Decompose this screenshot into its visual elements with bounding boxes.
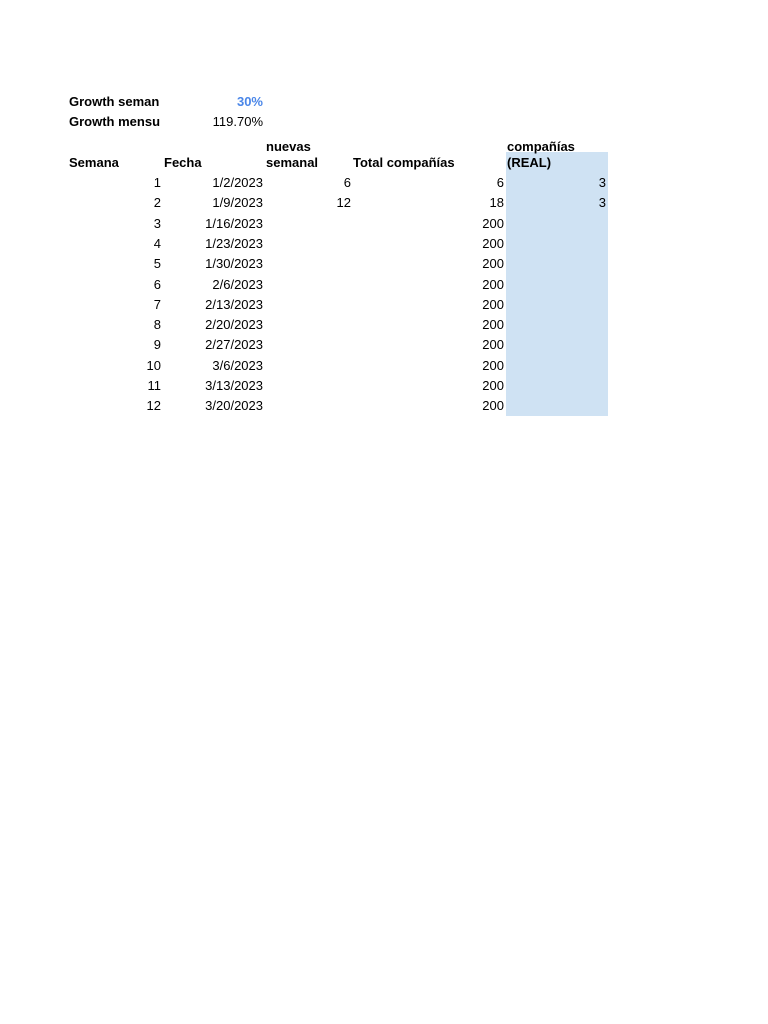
cell-semana[interactable]: 7 bbox=[153, 297, 161, 312]
cell-semana[interactable]: 11 bbox=[147, 378, 161, 393]
cell-total-companias[interactable]: 200 bbox=[482, 317, 504, 332]
cell-fecha[interactable]: 1/16/2023 bbox=[205, 216, 263, 231]
cell-companias-real[interactable] bbox=[507, 275, 606, 295]
cell-total-companias[interactable]: 200 bbox=[482, 398, 504, 413]
cell-nuevas-semanal[interactable] bbox=[266, 254, 351, 274]
cell-nuevas-semanal[interactable] bbox=[266, 376, 351, 396]
cell-total-companias[interactable]: 200 bbox=[482, 256, 504, 271]
cell-companias-real[interactable] bbox=[507, 396, 606, 416]
cell-total-companias[interactable]: 200 bbox=[482, 378, 504, 393]
cell-semana[interactable]: 9 bbox=[153, 337, 161, 352]
cell-fecha[interactable]: 3/20/2023 bbox=[205, 398, 263, 413]
cell-semana[interactable]: 5 bbox=[153, 256, 161, 271]
cell-nuevas-semanal[interactable]: 6 bbox=[343, 175, 351, 190]
growth-monthly-label[interactable]: Growth mensu bbox=[69, 114, 161, 129]
cell-fecha[interactable]: 3/13/2023 bbox=[205, 378, 263, 393]
header-fecha[interactable]: Fecha bbox=[164, 155, 202, 170]
cell-companias-real[interactable]: 3 bbox=[598, 195, 606, 210]
cell-fecha[interactable]: 1/23/2023 bbox=[205, 236, 263, 251]
cell-companias-real[interactable] bbox=[507, 234, 606, 254]
cell-semana[interactable]: 3 bbox=[153, 216, 161, 231]
cell-nuevas-semanal[interactable] bbox=[266, 396, 351, 416]
cell-nuevas-semanal[interactable] bbox=[266, 295, 351, 315]
header-real-line2[interactable]: (REAL) bbox=[507, 155, 552, 170]
cell-semana[interactable]: 6 bbox=[153, 277, 161, 292]
cell-companias-real[interactable]: 3 bbox=[598, 175, 606, 190]
cell-nuevas-semanal[interactable] bbox=[266, 234, 351, 254]
growth-monthly-value[interactable]: 119.70% bbox=[212, 114, 263, 129]
cell-companias-real[interactable] bbox=[507, 295, 606, 315]
cell-fecha[interactable]: 3/6/2023 bbox=[212, 358, 263, 373]
cell-total-companias[interactable]: 200 bbox=[482, 358, 504, 373]
cell-total-companias[interactable]: 200 bbox=[482, 297, 504, 312]
cell-companias-real[interactable] bbox=[507, 356, 606, 376]
cell-fecha[interactable]: 1/30/2023 bbox=[205, 256, 263, 271]
header-nuevas-line2[interactable]: semanal bbox=[266, 155, 319, 170]
cell-semana[interactable]: 12 bbox=[146, 398, 161, 413]
cell-fecha[interactable]: 2/13/2023 bbox=[205, 297, 263, 312]
header-total-companias[interactable]: Total compañías bbox=[353, 155, 455, 170]
cell-total-companias[interactable]: 200 bbox=[482, 236, 504, 251]
cell-fecha[interactable]: 2/27/2023 bbox=[205, 337, 263, 352]
cell-fecha[interactable]: 2/6/2023 bbox=[212, 277, 263, 292]
cell-total-companias[interactable]: 200 bbox=[482, 277, 504, 292]
cell-nuevas-semanal[interactable] bbox=[266, 315, 351, 335]
cell-semana[interactable]: 10 bbox=[146, 358, 161, 373]
cell-semana[interactable]: 4 bbox=[153, 236, 161, 251]
cell-total-companias[interactable]: 200 bbox=[482, 216, 504, 231]
cell-semana[interactable]: 8 bbox=[153, 317, 161, 332]
growth-weekly-label[interactable]: Growth seman bbox=[69, 94, 160, 109]
header-real-line1[interactable]: compañías bbox=[507, 139, 575, 154]
cell-nuevas-semanal[interactable] bbox=[266, 275, 351, 295]
cell-companias-real[interactable] bbox=[507, 315, 606, 335]
cell-total-companias[interactable]: 200 bbox=[482, 337, 504, 352]
header-nuevas-line1[interactable]: nuevas bbox=[266, 139, 311, 154]
cell-nuevas-semanal[interactable] bbox=[266, 214, 351, 234]
cell-total-companias[interactable]: 18 bbox=[489, 195, 504, 210]
cell-fecha[interactable]: 1/2/2023 bbox=[212, 175, 263, 190]
cell-semana[interactable]: 1 bbox=[153, 175, 161, 190]
cell-companias-real[interactable] bbox=[507, 376, 606, 396]
growth-weekly-value[interactable]: 30% bbox=[236, 94, 263, 109]
cell-companias-real[interactable] bbox=[507, 254, 606, 274]
cell-nuevas-semanal[interactable]: 12 bbox=[336, 195, 351, 210]
cell-semana[interactable]: 2 bbox=[153, 195, 161, 210]
cell-total-companias[interactable]: 6 bbox=[496, 175, 504, 190]
cell-fecha[interactable]: 1/9/2023 bbox=[212, 195, 263, 210]
cell-companias-real[interactable] bbox=[507, 214, 606, 234]
cell-nuevas-semanal[interactable] bbox=[266, 335, 351, 355]
header-semana[interactable]: Semana bbox=[69, 155, 119, 170]
cell-companias-real[interactable] bbox=[507, 335, 606, 355]
cell-nuevas-semanal[interactable] bbox=[266, 356, 351, 376]
cell-fecha[interactable]: 2/20/2023 bbox=[205, 317, 263, 332]
